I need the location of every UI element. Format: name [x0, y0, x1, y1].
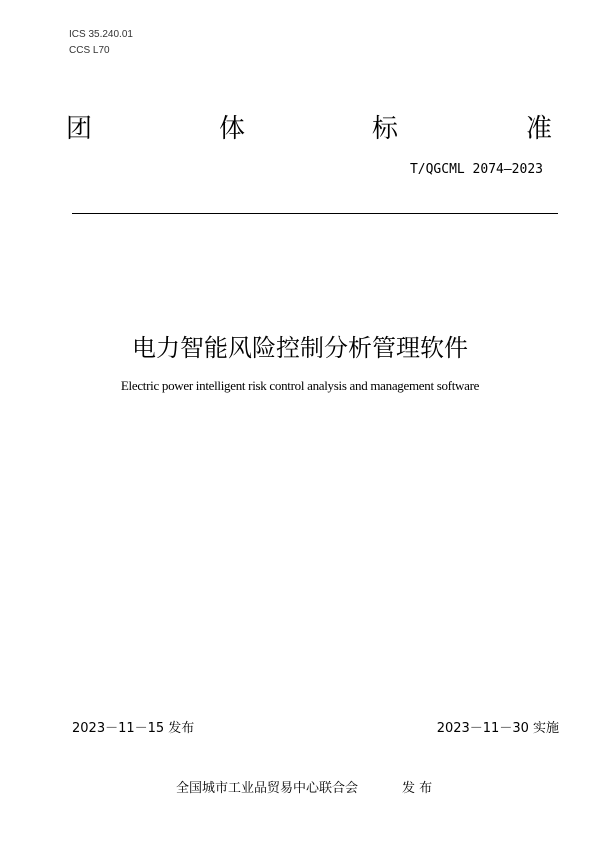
standard-code: T/QGCML 2074—2023	[409, 162, 543, 177]
header-char: 标	[372, 114, 399, 144]
document-title-en: Electric power intelligent risk control analysis and management software	[120, 378, 480, 393]
divider	[72, 213, 558, 214]
publisher: 全国城市工业品贸易中心联合会	[176, 781, 359, 796]
publisher-suffix: 发 布	[402, 781, 433, 796]
publish-date: 2023－11－15 发布	[72, 721, 195, 736]
implement-date: 2023－11－30 实施	[436, 721, 559, 736]
header-char: 准	[526, 114, 553, 144]
ccs-code: CCS L70	[69, 45, 110, 56]
header-char: 团	[66, 114, 93, 144]
document-title-cn: 电力智能风险控制分析管理软件	[132, 334, 468, 362]
ics-code: ICS 35.240.01	[69, 29, 133, 40]
header-char: 体	[219, 114, 246, 144]
